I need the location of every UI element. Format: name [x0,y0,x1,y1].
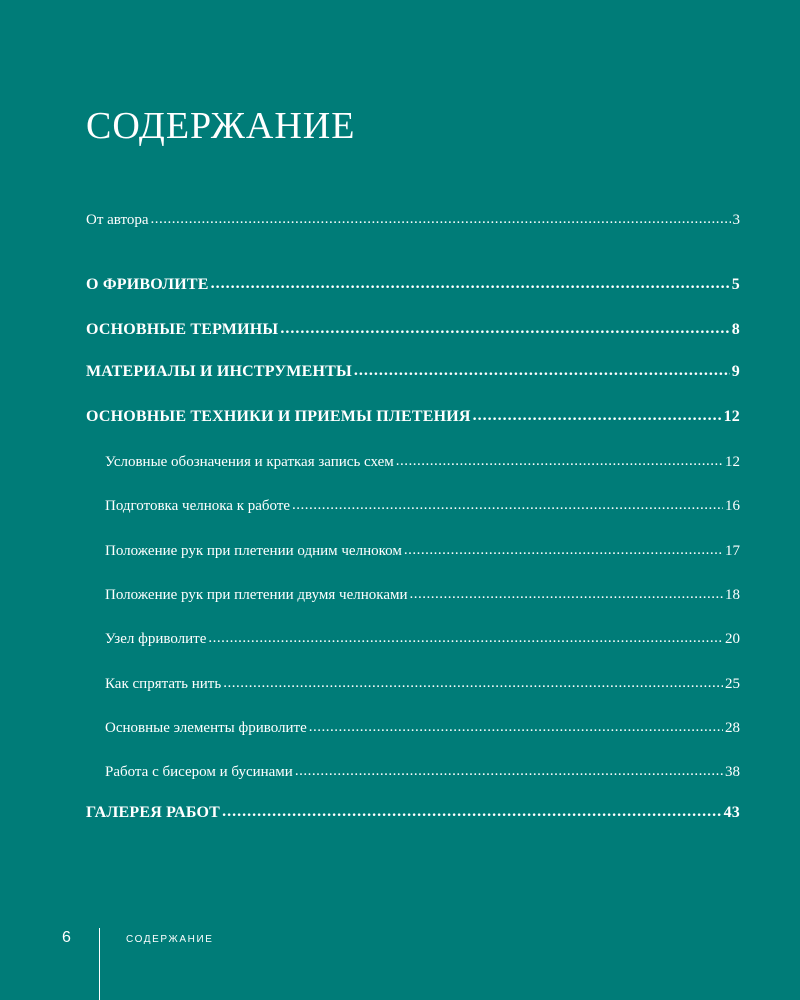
dot-leader [208,628,723,648]
dot-leader [295,761,723,781]
toc-entry-page: 3 [732,212,740,228]
footer-section-label: СОДЕРЖАНИЕ [126,934,214,945]
dot-leader [223,673,723,693]
toc-entry-page: 5 [731,276,740,293]
toc-entry-from-author[interactable] [86,210,740,230]
toc-entry-label: Узел фриволите [105,631,207,647]
toc-entry-label: ОСНОВНЫЕ ТЕРМИНЫ [86,321,279,338]
page-title: СОДЕРЖАНИЕ [86,105,356,147]
dot-leader [309,717,723,737]
toc-entry-about-frivolite[interactable] [86,275,740,295]
toc-entry-materials-tools[interactable] [86,362,740,382]
toc-entry-page: 8 [731,321,740,338]
toc-entry-hide-thread[interactable] [105,674,740,694]
toc-entry-label: ГАЛЕРЕЯ РАБОТ [86,804,221,821]
toc-entry-basic-techniques[interactable] [86,407,740,427]
toc-entry-label: От автора [86,212,149,228]
toc-entry-page: 17 [725,543,740,559]
dot-leader [354,361,730,381]
toc-entry-label: Условные обозначения и краткая запись схем [105,454,394,470]
toc-entry-label: ОСНОВНЫЕ ТЕХНИКИ И ПРИЕМЫ ПЛЕТЕНИЯ [86,408,471,425]
toc-entry-label: Подготовка челнока к работе [105,498,291,514]
toc-entry-gallery[interactable] [86,803,740,823]
toc-entry-page: 20 [725,631,740,647]
toc-entry-page: 12 [725,454,740,470]
dot-leader [222,802,722,822]
toc-entry-label: Как спрятать нить [105,676,222,692]
toc-entry-label: Положение рук при плетении двумя челноками [105,587,408,603]
dot-leader [151,209,731,229]
toc-entry-hands-one-shuttle[interactable] [105,541,740,561]
toc-entry-page: 16 [725,498,740,514]
dot-leader [211,274,730,294]
dot-leader [396,451,723,471]
toc-entry-frivolite-knot[interactable] [105,629,740,649]
toc-entry-page: 38 [725,764,740,780]
toc-entry-page: 9 [731,363,740,380]
toc-entry-basic-elements[interactable] [105,718,740,738]
dot-leader [473,406,722,426]
toc-entry-page: 25 [725,676,740,692]
dot-leader [404,540,723,560]
toc-entry-hands-two-shuttles[interactable] [105,585,740,605]
toc-entry-label: Положение рук при плетении одним челноком [105,543,402,559]
toc-entry-page: 12 [723,408,740,425]
toc-entry-label: МАТЕРИАЛЫ И ИНСТРУМЕНТЫ [86,363,352,380]
toc-entry-page: 18 [725,587,740,603]
toc-entry-label: О ФРИВОЛИТЕ [86,276,209,293]
toc-entry-shuttle-prep[interactable] [105,496,740,516]
toc-entry-page: 28 [725,720,740,736]
toc-entry-label: Работа с бисером и бусинами [105,764,293,780]
toc-entry-beads[interactable] [105,762,740,782]
footer-page-number: 6 [62,929,71,946]
toc-entry-page: 43 [723,804,740,821]
toc-entry-label: Основные элементы фриволите [105,720,307,736]
footer-divider [99,928,100,1000]
dot-leader [292,495,723,515]
dot-leader [410,584,724,604]
toc-entry-basic-terms[interactable] [86,320,740,340]
dot-leader [280,319,729,339]
toc-entry-symbols-schemes[interactable] [105,452,740,472]
